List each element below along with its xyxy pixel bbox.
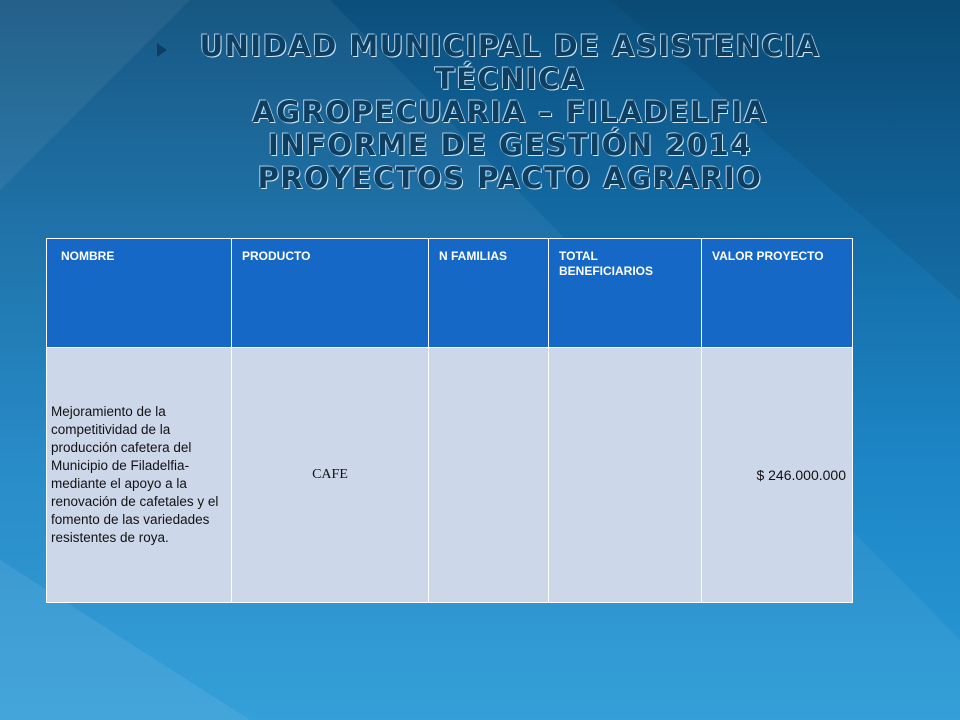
cell-producto: CAFE [232, 348, 429, 603]
header-cell-total-beneficiarios: TOTAL BENEFICIARIOS [549, 239, 702, 348]
title-line-4: PROYECTOS PACTO AGRARIO [257, 161, 763, 195]
projects-table [46, 238, 853, 603]
page-title [130, 30, 890, 195]
header-cell-producto: PRODUCTO [232, 239, 429, 348]
title-line-3: INFORME DE GESTIÓN 2014 [268, 128, 752, 162]
cell-nombre: Mejoramiento de la competitividad de la producción cafetera del Municipio de Filadelfia- mediante el apoyo a la renovación de cafetales y el fomento de las variedades resistentes de roya. [47, 348, 232, 603]
header-cell-nombre: NOMBRE [47, 239, 232, 348]
cell-valor-proyecto: $ 246.000.000 [702, 348, 853, 603]
table-row [47, 348, 853, 603]
header-cell-valor-proyecto: VALOR PROYECTO [702, 239, 853, 348]
cell-n-familias [429, 348, 549, 603]
title-line-2: AGROPECUARIA – FILADELFIA [252, 95, 768, 129]
cell-total-beneficiarios [549, 348, 702, 603]
header-cell-n-familias: N FAMILIAS [429, 239, 549, 348]
table-header-row [47, 239, 853, 348]
title-line-1: UNIDAD MUNICIPAL DE ASISTENCIA TÉCNICA [199, 29, 821, 96]
